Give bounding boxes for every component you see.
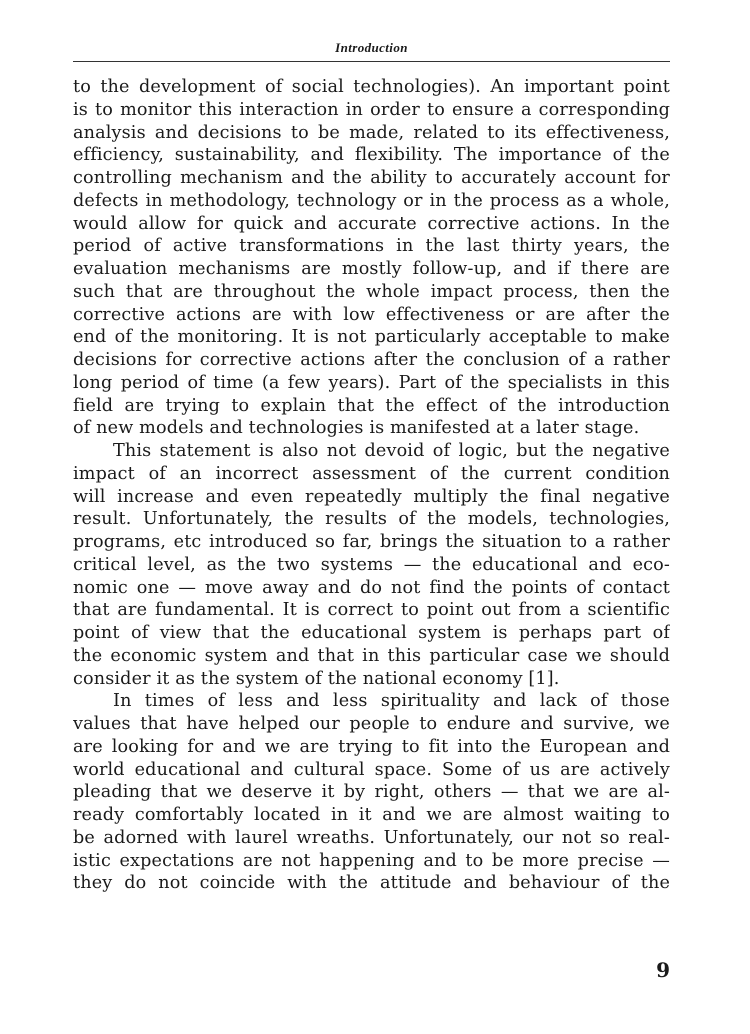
text-line: of new models and technologies is manifested at a later stage. xyxy=(73,418,640,439)
text-line: end of the monitoring. It is not particularly acceptable to make xyxy=(73,327,670,348)
text-line: be adorned with laurel wreaths. Unfortunately, our not so real- xyxy=(73,827,670,848)
text-line: impact of an incorrect assessment of the current condition xyxy=(73,463,670,484)
text-line: defects in methodology, technology or in the process as a whole, xyxy=(73,190,670,211)
paragraph-1 xyxy=(73,76,670,440)
page-number: 9 xyxy=(656,958,670,982)
running-head: Introduction xyxy=(335,40,408,55)
text-line: controlling mechanism and the ability to accurately account for xyxy=(73,168,670,188)
text-line: consider it as the system of the national economy [1]. xyxy=(73,668,560,689)
text-line: istic expectations are not happening and to be more precise — xyxy=(73,850,670,871)
text-line: are looking for and we are trying to fit into the European and xyxy=(73,736,670,757)
body-text xyxy=(73,76,670,895)
text-line: they do not coincide with the attitude and behaviour of the xyxy=(73,873,670,894)
text-line: ready comfortably located in it and we are almost waiting to xyxy=(73,805,670,825)
text-line: corrective actions are with low effectiveness or are after the xyxy=(73,304,670,325)
text-line: to the development of social technologies). An important point xyxy=(73,77,670,97)
text-line: This statement is also not devoid of logic, but the negative xyxy=(113,441,670,461)
text-line: such that are throughout the whole impact process, then the xyxy=(73,281,670,302)
text-line: programs, etc introduced so far, brings the situation to a rather xyxy=(73,532,670,552)
text-line: would allow for quick and accurate corrective actions. In the xyxy=(73,213,670,234)
text-line: values that have helped our people to endure and survive, we xyxy=(73,714,670,734)
text-line: evaluation mechanisms are mostly follow-up, and if there are xyxy=(73,259,670,279)
text-line: the economic system and that in this particular case we should xyxy=(73,645,670,666)
paragraph-2 xyxy=(73,440,670,690)
text-line: efficiency, sustainability, and flexibility. The importance of the xyxy=(73,145,670,166)
text-line: decisions for corrective actions after the conclusion of a rather xyxy=(73,350,670,370)
text-line: will increase and even repeatedly multiply the final negative xyxy=(73,486,670,507)
text-line: pleading that we deserve it by right, others — that we are al- xyxy=(73,782,670,803)
text-line: long period of time (a few years). Part of the specialists in this xyxy=(73,372,670,393)
text-line: critical level, as the two systems — the educational and eco- xyxy=(73,554,670,575)
text-line: world educational and cultural space. Some of us are actively xyxy=(73,759,670,780)
text-line: nomic one — move away and do not find the points of contact xyxy=(73,577,670,598)
text-line: result. Unfortunately, the results of the models, technologies, xyxy=(73,509,670,530)
paragraph-3 xyxy=(73,690,670,895)
text-line: analysis and decisions to be made, related to its effectiveness, xyxy=(73,122,670,143)
text-line: period of active transformations in the last thirty years, the xyxy=(73,236,670,257)
header-rule xyxy=(73,61,670,62)
text-line: field are trying to explain that the effect of the introduction xyxy=(73,395,670,416)
text-line: In times of less and less spirituality and lack of those xyxy=(113,691,670,712)
text-line: is to monitor this interaction in order to ensure a corresponding xyxy=(73,99,670,120)
text-line: point of view that the educational system is perhaps part of xyxy=(73,623,670,643)
text-line: that are fundamental. It is correct to point out from a scientific xyxy=(73,600,670,621)
